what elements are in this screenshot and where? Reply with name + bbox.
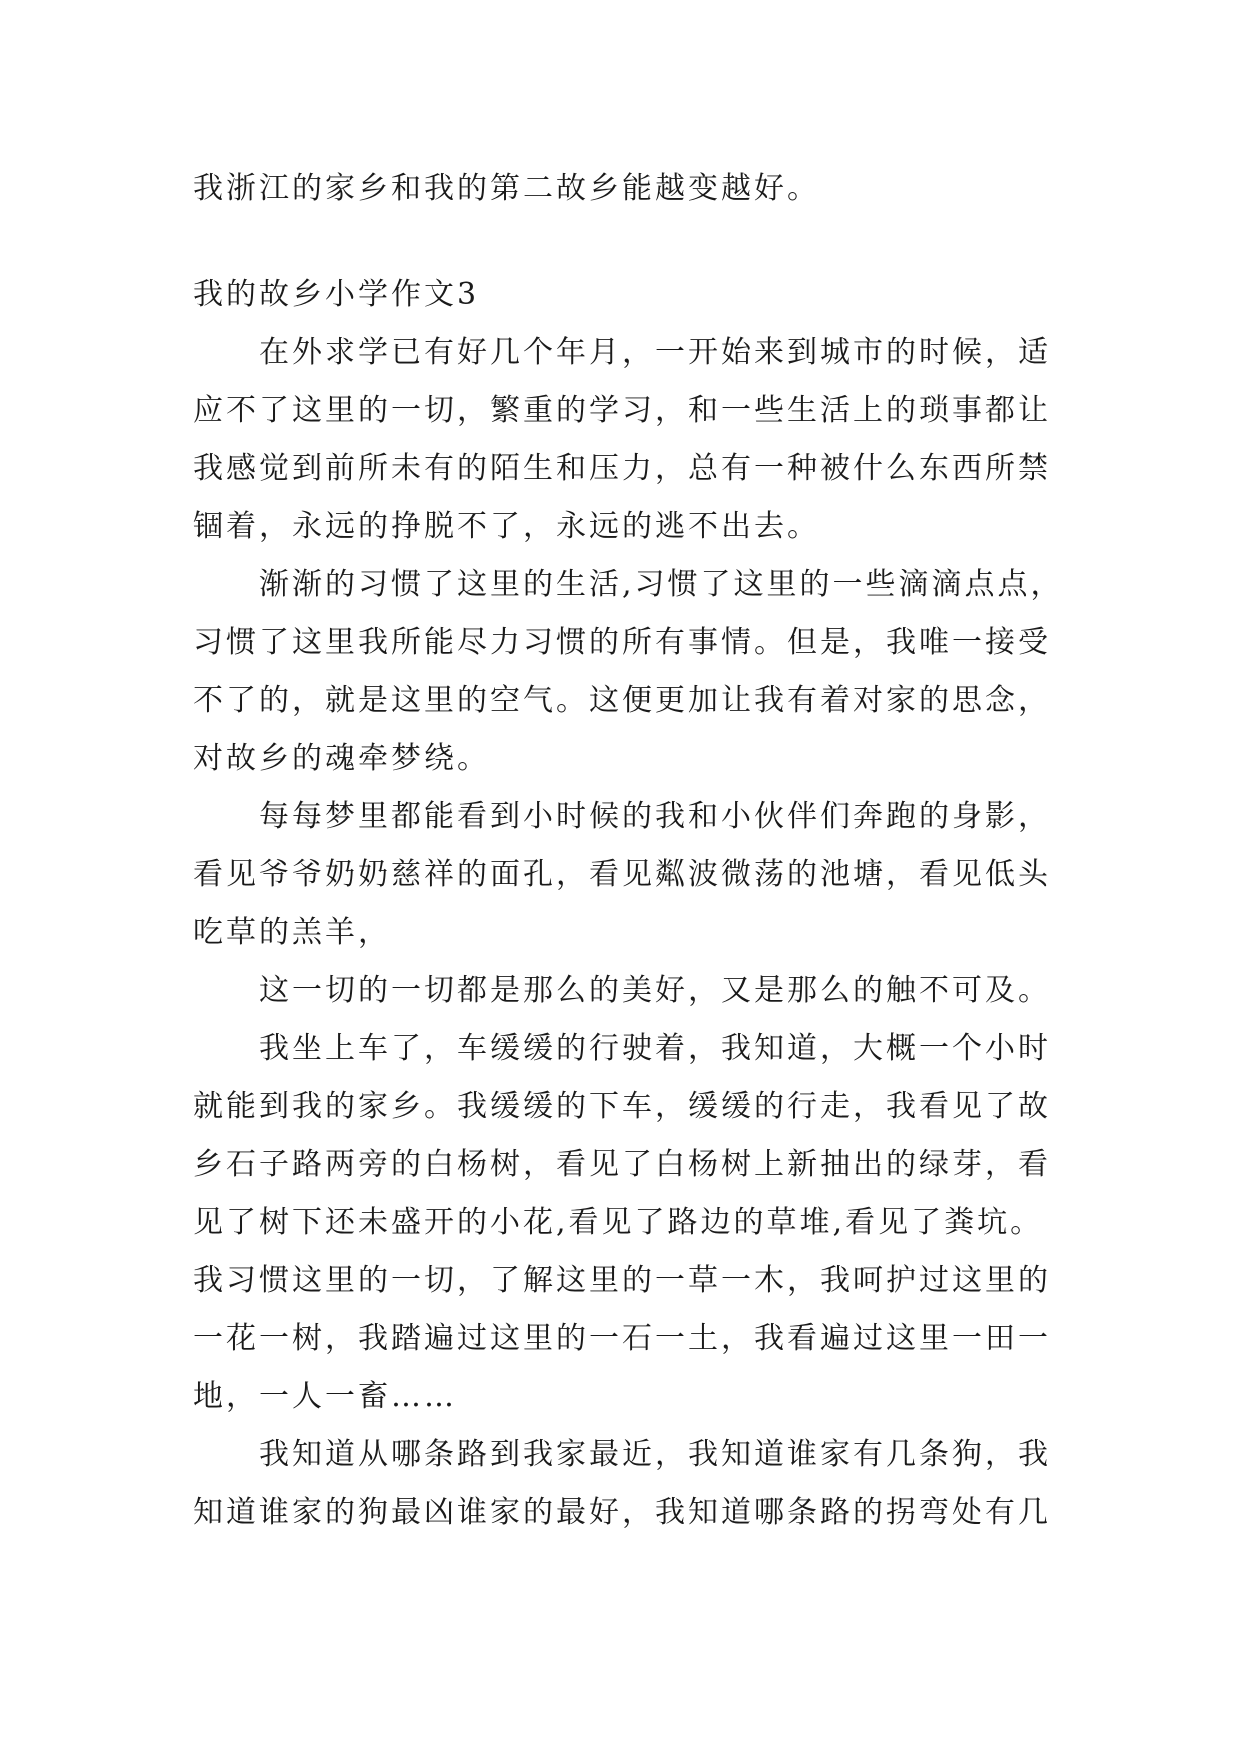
paragraph-line: 在外求学已有好几个年月，一开始来到城市的时候，适 xyxy=(259,335,1051,370)
section-gap xyxy=(193,218,1073,266)
paragraph-line: 看见爷爷奶奶慈祥的面孔，看见粼波微荡的池塘，看见低头 xyxy=(193,857,1051,892)
paragraph-line: 一花一树，我踏遍过这里的一石一土，我看遍过这里一田一 xyxy=(193,1321,1051,1356)
paragraph-line: 这一切的一切都是那么的美好，又是那么的触不可及。 xyxy=(259,973,1051,1008)
paragraph xyxy=(193,1426,1073,1542)
paragraph-line: 见了树下还未盛开的小花,看见了路边的草堆,看见了粪坑。 xyxy=(193,1205,1044,1240)
intro-line: 我浙江的家乡和我的第二故乡能越变越好。 xyxy=(193,171,820,206)
paragraph-line: 不了的，就是这里的空气。这便更加让我有着对家的思念， xyxy=(193,683,1051,718)
section-heading: 我的故乡小学作文3 xyxy=(193,277,480,312)
paragraph xyxy=(193,556,1073,788)
paragraph-line: 我坐上车了，车缓缓的行驶着，我知道，大概一个小时 xyxy=(259,1031,1051,1066)
paragraph xyxy=(193,1020,1073,1426)
paragraph-line: 我习惯这里的一切，了解这里的一草一木，我呵护过这里的 xyxy=(193,1263,1051,1298)
paragraph-line: 每每梦里都能看到小时候的我和小伙伴们奔跑的身影， xyxy=(259,799,1051,834)
document-body xyxy=(193,160,1073,1542)
paragraph-line: 应不了这里的一切，繁重的学习，和一些生活上的琐事都让 xyxy=(193,393,1051,428)
paragraph-line: 我知道从哪条路到我家最近，我知道谁家有几条狗，我 xyxy=(259,1437,1051,1472)
paragraph xyxy=(193,962,1073,1020)
paragraph-line: 渐渐的习惯了这里的生活,习惯了这里的一些滴滴点点， xyxy=(259,567,1064,602)
paragraph-line: 吃草的羔羊， xyxy=(193,915,391,950)
paragraph-line: 锢着，永远的挣脱不了，永远的逃不出去。 xyxy=(193,509,820,544)
paragraph-line: 对故乡的魂牵梦绕。 xyxy=(193,741,490,776)
paragraph-line: 我感觉到前所未有的陌生和压力，总有一种被什么东西所禁 xyxy=(193,451,1051,486)
paragraph xyxy=(193,788,1073,962)
paragraph-line: 知道谁家的狗最凶谁家的最好，我知道哪条路的拐弯处有几 xyxy=(193,1495,1051,1530)
paragraph-line: 乡石子路两旁的白杨树，看见了白杨树上新抽出的绿芽，看 xyxy=(193,1147,1051,1182)
paragraph-line: 就能到我的家乡。我缓缓的下车，缓缓的行走，我看见了故 xyxy=(193,1089,1051,1124)
paragraph xyxy=(193,324,1073,556)
paragraph-line: 习惯了这里我所能尽力习惯的所有事情。但是，我唯一接受 xyxy=(193,625,1051,660)
paragraph-line: 地，一人一畜…… xyxy=(193,1379,457,1414)
